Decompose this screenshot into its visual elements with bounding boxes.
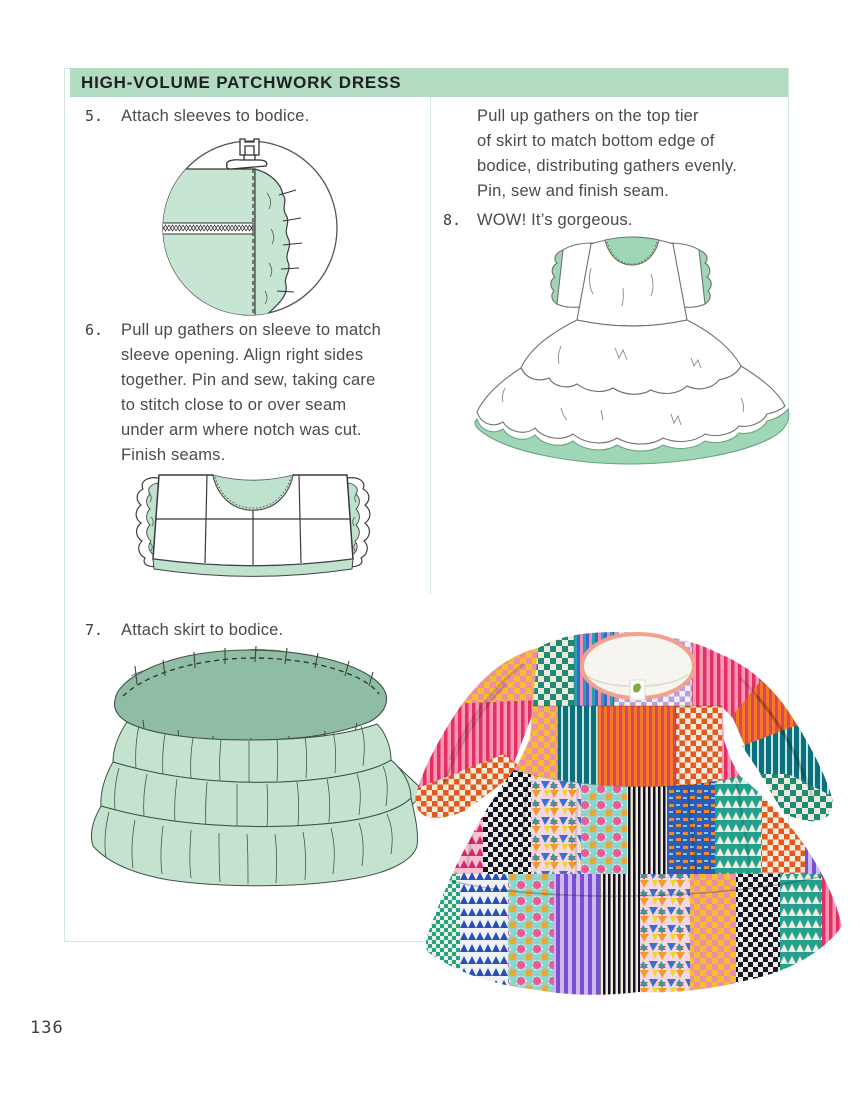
step-5-text: Attach sleeves to bodice. <box>121 107 310 125</box>
page-number: 136 <box>30 1018 64 1038</box>
finished-dress-line-illustration <box>441 228 821 468</box>
step-7-continued-line: Pull up gathers on the top tier <box>477 107 699 125</box>
step-7-continued-line: of skirt to match bottom edge of <box>477 132 715 150</box>
tiered-skirt-illustration <box>73 636 428 888</box>
patchwork-dress-photo <box>388 592 860 1004</box>
step-6-text-line: Pull up gathers on sleeve to match <box>121 321 381 339</box>
step-7-text: Attach skirt to bodice. <box>121 621 284 639</box>
step-7-number: 7. <box>85 621 104 639</box>
step-5-number: 5. <box>85 107 104 125</box>
step-7-continued-line: Pin, sew and finish seam. <box>477 182 670 200</box>
step-7-continued-line: bodice, distributing gathers evenly. <box>477 157 738 175</box>
step-6-text <box>121 318 381 468</box>
step-6-text-line: together. Pin and sew, taking care <box>121 371 376 389</box>
step-8-text: WOW! It’s gorgeous. <box>477 211 633 229</box>
step-6-text-line: sleeve opening. Align right sides <box>121 346 364 364</box>
gathered-bodice-illustration <box>101 455 405 605</box>
column-divider <box>430 97 431 594</box>
sleeve-seam-closeup-illustration <box>155 133 345 323</box>
photo-neckline <box>582 634 694 700</box>
step-7-continued-text <box>477 104 737 204</box>
page-title: HIGH-VOLUME PATCHWORK DRESS <box>81 72 402 92</box>
page-title-band <box>70 68 788 97</box>
step-6-text-line: Finish seams. <box>121 446 226 464</box>
step-8-number: 8. <box>443 211 462 229</box>
step-6-text-line: to stitch close to or over seam <box>121 396 347 414</box>
step-6-number: 6. <box>85 321 104 339</box>
step-6-text-line: under arm where notch was cut. <box>121 421 362 439</box>
